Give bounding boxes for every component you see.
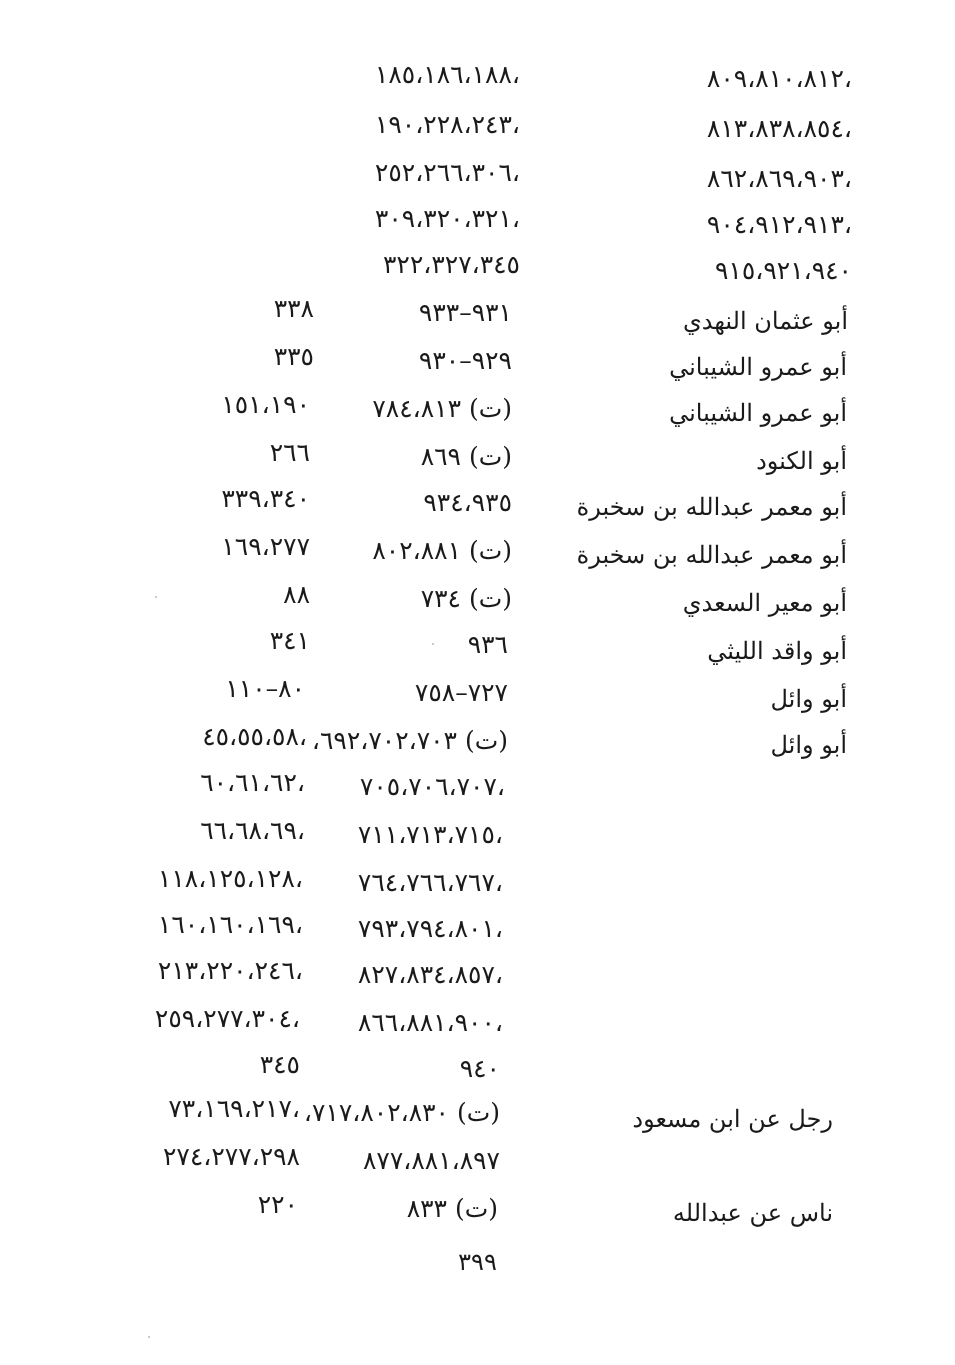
refs-cell: ٧٢٧–٧٥٨ bbox=[414, 678, 508, 707]
pages-cell: ٦٦،٦٨،٦٩، bbox=[200, 816, 305, 845]
pages-cell: ٢٥٢،٢٦٦،٣٠٦، bbox=[374, 158, 520, 187]
scan-speck bbox=[432, 643, 434, 645]
narrator-name: أبو عمرو الشيباني bbox=[669, 399, 847, 427]
refs-cell: ٩٣٤،٩٣٥ bbox=[423, 488, 512, 517]
refs-cell: ٩٢٩–٩٣٠ bbox=[418, 346, 512, 375]
refs-cell: ٩١٥،٩٢١،٩٤٠ bbox=[715, 256, 852, 285]
refs-cell: ٨٦٢،٨٦٩،٩٠٣، bbox=[706, 164, 852, 193]
pages-cell: ٨٠–١١٠ bbox=[225, 674, 305, 703]
narrator-name: ناس عن عبدالله bbox=[672, 1199, 833, 1227]
pages-cell: ١٨٥،١٨٦،١٨٨، bbox=[374, 60, 520, 89]
pages-cell: ٢٢٠ bbox=[257, 1190, 298, 1219]
refs-cell: ٩٠٤،٩١٢،٩١٣، bbox=[706, 210, 852, 239]
narrator-name: أبو واقد الليثي bbox=[707, 637, 847, 665]
refs-cell: (ت) ٨٠٢،٨٨١ bbox=[372, 536, 512, 565]
pages-cell: ٢٦٦ bbox=[269, 438, 310, 467]
pages-cell: ٢٧٤،٢٧٧،٢٩٨ bbox=[163, 1142, 300, 1171]
refs-cell: ٨٧٧،٨٨١،٨٩٧ bbox=[363, 1146, 500, 1175]
pages-cell: ١٦٩،٢٧٧ bbox=[221, 532, 310, 561]
refs-cell: ٧٠٥،٧٠٦،٧٠٧، bbox=[359, 772, 505, 801]
scan-speck bbox=[155, 596, 157, 598]
refs-cell: ٨٢٧،٨٣٤،٨٥٧، bbox=[357, 960, 503, 989]
pages-cell: ٢٥٩،٢٧٧،٣٠٤، bbox=[154, 1004, 300, 1033]
refs-cell: ٧٩٣،٧٩٤،٨٠١، bbox=[357, 914, 503, 943]
refs-cell: ٩٣١–٩٣٣ bbox=[418, 298, 512, 327]
pages-cell: ٣٤١ bbox=[269, 626, 310, 655]
narrator-name: أبو الكنود bbox=[756, 447, 847, 475]
refs-cell: (ت) ٨٣٣ bbox=[406, 1194, 498, 1223]
refs-cell: (ت) ٧١٧،٨٠٢،٨٣٠، bbox=[303, 1098, 500, 1127]
refs-cell: ٨٦٦،٨٨١،٩٠٠، bbox=[357, 1008, 503, 1037]
refs-cell: ٨١٣،٨٣٨،٨٥٤، bbox=[706, 114, 852, 143]
refs-cell: ٩٤٠ bbox=[459, 1054, 500, 1083]
refs-cell: ٧٦٤،٧٦٦،٧٦٧، bbox=[357, 868, 503, 897]
pages-cell: ٣٣٥ bbox=[273, 342, 314, 371]
pages-cell: ٣٢٢،٣٢٧،٣٤٥ bbox=[383, 250, 520, 279]
refs-cell: (ت) ٧٣٤ bbox=[420, 584, 512, 613]
pages-cell: ١١٨،١٢٥،١٢٨، bbox=[157, 864, 303, 893]
pages-cell: ٢١٣،٢٢٠،٢٤٦، bbox=[157, 956, 303, 985]
refs-cell: (ت) ٦٩٢،٧٠٢،٧٠٣، bbox=[311, 726, 508, 755]
refs-cell: (ت) ٨٦٩ bbox=[420, 442, 512, 471]
narrator-name: أبو معمر عبدالله بن سخبرة bbox=[576, 541, 847, 569]
page-number: ٣٩٩ bbox=[458, 1248, 497, 1276]
refs-cell: ٧١١،٧١٣،٧١٥، bbox=[357, 820, 503, 849]
pages-cell: ٦٠،٦١،٦٢، bbox=[200, 768, 305, 797]
narrator-name: رجل عن ابن مسعود bbox=[632, 1105, 833, 1133]
pages-cell: ٧٣،١٦٩،٢١٧، bbox=[168, 1094, 300, 1123]
refs-cell: (ت) ٧٨٤،٨١٣ bbox=[372, 394, 512, 423]
narrator-name: أبو وائل bbox=[770, 731, 847, 759]
pages-cell: ١٥١،١٩٠ bbox=[221, 390, 310, 419]
pages-cell: ٣٤٥ bbox=[259, 1050, 300, 1079]
pages-cell: ٤٥،٥٥،٥٨، bbox=[202, 722, 307, 751]
narrator-name: أبو عمرو الشيباني bbox=[669, 353, 847, 381]
pages-cell: ٣٠٩،٣٢٠،٣٢١، bbox=[374, 204, 520, 233]
pages-cell: ٨٨ bbox=[283, 580, 310, 609]
pages-cell: ١٦٠،١٦٠،١٦٩، bbox=[157, 910, 303, 939]
narrator-name: أبو وائل bbox=[770, 685, 847, 713]
narrator-name: أبو عثمان النهدي bbox=[682, 307, 848, 335]
refs-cell: ٩٣٦ bbox=[467, 630, 508, 659]
narrator-name: أبو معير السعدي bbox=[682, 589, 847, 617]
pages-cell: ١٩٠،٢٢٨،٢٤٣، bbox=[374, 110, 520, 139]
pages-cell: ٣٣٨ bbox=[273, 294, 314, 323]
pages-cell: ٣٣٩،٣٤٠ bbox=[221, 484, 310, 513]
scan-speck bbox=[148, 1336, 150, 1338]
narrator-name: أبو معمر عبدالله بن سخبرة bbox=[576, 493, 847, 521]
refs-cell: ٨٠٩،٨١٠،٨١٢، bbox=[706, 64, 852, 93]
